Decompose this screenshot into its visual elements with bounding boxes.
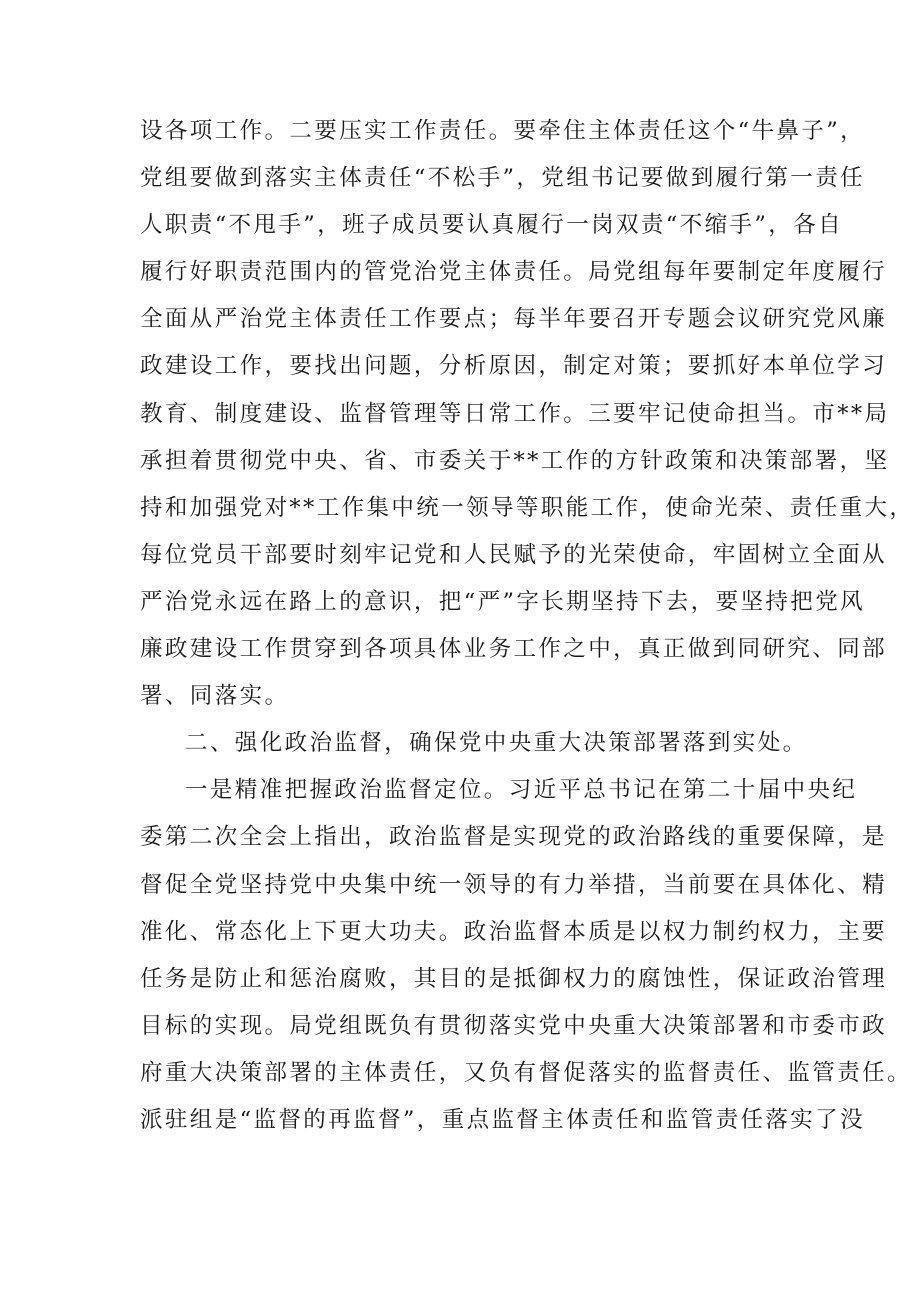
section-heading: 二、强化政治监督，确保党中央重大决策部署落到实处。 <box>185 730 808 757</box>
text-line: 委第二次全会上指出，政治监督是实现党的政治路线的重要保障，是 <box>140 824 888 851</box>
text-line: 督促全党坚持党中央集中统一领导的有力举措，当前要在具体化、精 <box>140 871 888 898</box>
text-line: 准化、常态化上下更大功夫。政治监督本质是以权力制约权力，主要 <box>140 918 888 945</box>
text-line: 一是精准把握政治监督定位。习近平总书记在第二十届中央纪 <box>185 777 858 804</box>
text-line: 严治党永远在路上的意识，把“严”字长期坚持下去，要坚持把党风 <box>140 588 866 615</box>
text-line: 派驻组是“监督的再监督”，重点监督主体责任和监管责任落实了没 <box>140 1106 866 1133</box>
text-line: 署、同落实。 <box>140 683 290 710</box>
text-line: 党组要做到落实主体责任“不松手”，党组书记要做到履行第一责任 <box>140 165 866 192</box>
text-line: 每位党员干部要时刻牢记党和人民赋予的光荣使命，牢固树立全面从 <box>140 541 888 568</box>
text-line: 目标的实现。局党组既负有贯彻落实党中央重大决策部署和市委市政 <box>140 1012 888 1039</box>
text-line: 廉政建设工作贯穿到各项具体业务工作之中，真正做到同研究、同部 <box>140 636 888 663</box>
document-body <box>140 108 915 1144</box>
text-line: 政建设工作，要找出问题，分析原因，制定对策；要抓好本单位学习 <box>140 353 888 380</box>
text-line: 人职责“不甩手”，班子成员要认真履行一岗双责“不缩手”，各自 <box>140 212 844 239</box>
text-line: 履行好职责范围内的管党治党主体责任。局党组每年要制定年度履行 <box>140 259 888 286</box>
text-line: 任务是防止和惩治腐败，其目的是抵御权力的腐蚀性，保证政治管理 <box>140 965 888 992</box>
text-line: 持和加强党对**工作集中统一领导等职能工作，使命光荣、责任重大， <box>140 494 915 521</box>
text-line: 府重大决策部署的主体责任，又负有督促落实的监督责任、监管责任。 <box>140 1059 912 1086</box>
text-line: 设各项工作。二要压实工作责任。要牵住主体责任这个“牛鼻子”， <box>140 118 866 144</box>
text-line: 全面从严治党主体责任工作要点；每半年要召开专题会议研究党风廉 <box>140 306 888 333</box>
text-line: 承担着贯彻党中央、省、市委关于**工作的方针政策和决策部署，坚 <box>140 447 890 474</box>
text-line: 教育、制度建设、监督管理等日常工作。三要牢记使命担当。市**局 <box>140 400 890 427</box>
